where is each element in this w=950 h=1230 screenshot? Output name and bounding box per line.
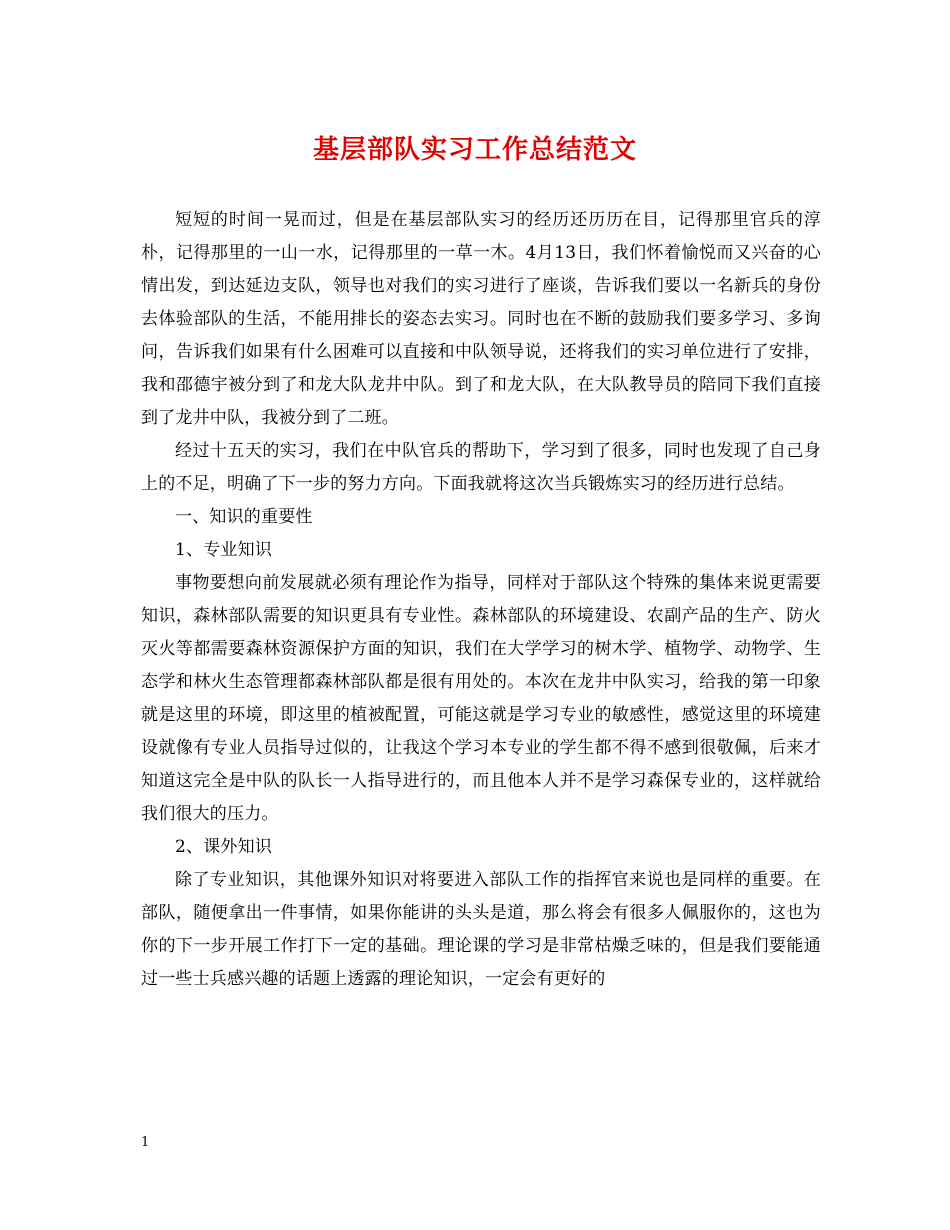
subheading-extracurricular-knowledge: 2、课外知识: [175, 837, 273, 857]
page-number: 1: [141, 1135, 150, 1150]
paragraph-intro: 短短的时间一晃而过，但是在基层部队实习的经历还历历在目，记得那里官兵的淳朴，记得那里的一山一水，记得那里的一草一木。4月13日，我们怀着愉悦而又兴奋的心情出发，到达延边支队，领导也对我们的实习进行了座谈，告诉我们要以一名新兵的身份去体验部队的生活，不能用排长的姿态去实习。同时也在不断的鼓励我们要多学习、多询问，告诉我们如果有什么困难可以直接和中队领导说，还将我们的实习单位进行了安排，我和邵德宇被分到了和龙大队龙井中队。到了和龙大队，在大队教导员的陪同下我们直接到了龙井中队，我被分到了二班。: [141, 210, 821, 428]
subheading-professional-knowledge: 1、专业知识: [175, 540, 273, 560]
paragraph-extracurricular-knowledge: 除了专业知识，其他课外知识对将要进入部队工作的指挥官来说也是同样的重要。在部队，随便拿出一件事情，如果你能讲的头头是道，那么将会有很多人佩服你的，这也为你的下一步开展工作打下一定的基础。理论课的学习是非常枯燥乏味的，但是我们要能通过一些士兵感兴趣的话题上透露的理论知识，一定会有更好的: [141, 870, 821, 989]
document-body: [141, 204, 821, 996]
document-title: 基层部队实习工作总结范文: [312, 135, 637, 165]
paragraph-professional-knowledge: 事物要想向前发展就必须有理论作为指导，同样对于部队这个特殊的集体来说更需要知识，森林部队需要的知识更具有专业性。森林部队的环境建设、农副产品的生产、防火灭火等都需要森林资源保护方面的知识，我们在大学学习的树木学、植物学、动物学、生态学和林火生态管理都森林部队都是很有用处的。本次在龙井中队实习，给我的第一印象就是这里的环境，即这里的植被配置，可能这就是学习专业的敏感性，感觉这里的环境建设就像有专业人员指导过似的，让我这个学习本专业的学生都不得不感到很敬佩，后来才知道这完全是中队的队长一人指导进行的，而且他本人并不是学习森保专业的，这样就给我们很大的压力。: [141, 573, 821, 824]
paragraph-summary: 经过十五天的实习，我们在中队官兵的帮助下，学习到了很多，同时也发现了自己身上的不足，明确了下一步的努力方向。下面我就将这次当兵锻炼实习的经历进行总结。: [141, 441, 821, 494]
section-heading-knowledge: 一、知识的重要性: [175, 507, 313, 527]
